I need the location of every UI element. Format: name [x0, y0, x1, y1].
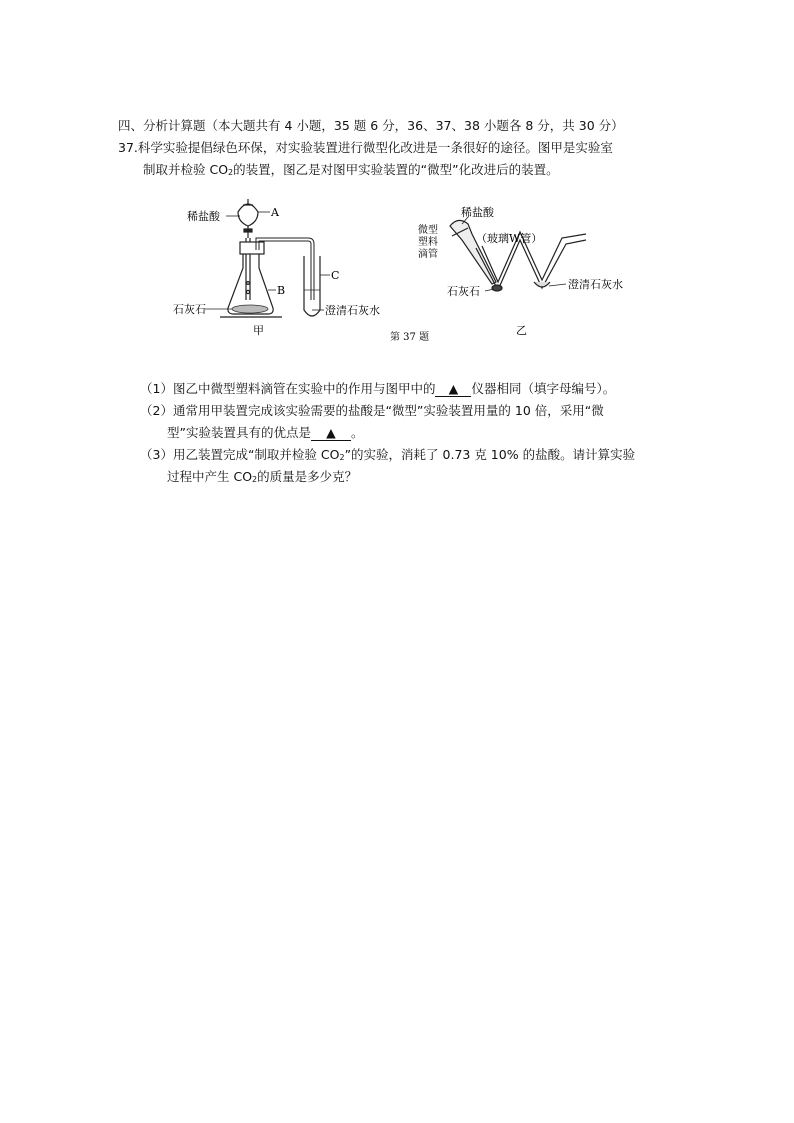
q2-text-post: 。: [350, 425, 364, 440]
micro-plastic-dropper: [450, 220, 496, 284]
yi-label-shihuishi: 石灰石: [447, 285, 480, 298]
subquestion-3-line2: [167, 468, 357, 489]
yi-label-chengqing: 澄清石灰水: [568, 278, 623, 291]
yi-label-weixing-1: 微型: [418, 225, 438, 236]
yi-label-weixing-2: 塑料: [418, 237, 438, 248]
q2-answer-blank[interactable]: ▲: [311, 425, 351, 441]
jia-label-A: A: [271, 206, 279, 219]
figure-jia-apparatus: [205, 199, 330, 317]
subquestion-3-line1: [140, 446, 635, 467]
question-stem-text1: 科学实验提倡绿色环保，对实验装置进行微型化改进是一条很好的途径。图甲是实验室: [137, 140, 613, 155]
q1-text-pre: （1）图乙中微型塑料滴管在实验中的作用与图甲中的: [140, 381, 436, 396]
separatory-funnel-bulb: [238, 204, 258, 226]
yi-label-weixing-3: 滴管: [418, 249, 438, 260]
jia-caption: 甲: [253, 324, 264, 337]
figure-yi-apparatus: [450, 217, 586, 291]
jia-label-B: B: [277, 284, 286, 297]
q1-text-post: 仪器相同（填字母编号）。: [471, 381, 616, 396]
q3-text-post: ”的实验，消耗了 0.73 克 10% 的盐酸。请计算实验: [344, 447, 636, 462]
section-heading: 四、分析计算题（本大题共有 4 小题，35 题 6 分，36、37、38 小题各 8 分，共 30 分）: [118, 118, 624, 133]
jia-label-shihuishi: 石灰石: [173, 303, 206, 316]
test-tube: [304, 256, 320, 316]
q3-line2-subscript: 2: [252, 475, 258, 484]
subquestion-2-line2: [167, 424, 364, 442]
yi-caption: 乙: [516, 324, 527, 337]
q3-co2-subscript: 2: [339, 453, 345, 462]
q1-answer-blank[interactable]: ▲: [435, 381, 471, 397]
figure-caption: 第 37 题: [390, 332, 430, 343]
jia-label-xiyan: 稀盐酸: [187, 210, 220, 223]
jia-label-C: C: [331, 269, 340, 282]
subquestion-1: [140, 380, 615, 398]
q3-line2-pre: 过程中产生 CO: [167, 469, 253, 484]
question-stem-text2a: 制取并检验 CO: [143, 162, 229, 177]
yi-label-xiyan: 稀盐酸: [461, 206, 494, 219]
q3-line2-post: 的质量是多少克？: [257, 469, 358, 484]
co2-subscript: 2: [228, 168, 234, 177]
q3-text-pre: （3）用乙装置完成“制取并检验 CO: [140, 447, 340, 462]
jia-label-chengqing: 澄清石灰水: [325, 304, 380, 317]
yi-label-wguan: （玻璃W管）: [476, 232, 543, 245]
question-stem-text2b: 的装置，图乙是对图甲实验装置的“微型”化改进后的装置。: [233, 162, 559, 177]
question-number: 37.: [118, 140, 138, 155]
q2-text-pre: 型”实验装置具有的优点是: [167, 425, 311, 440]
subquestion-2-line1: （2）通常用甲装置完成该实验需要的盐酸是“微型”实验装置用量的 10 倍，采用“微: [140, 403, 604, 418]
